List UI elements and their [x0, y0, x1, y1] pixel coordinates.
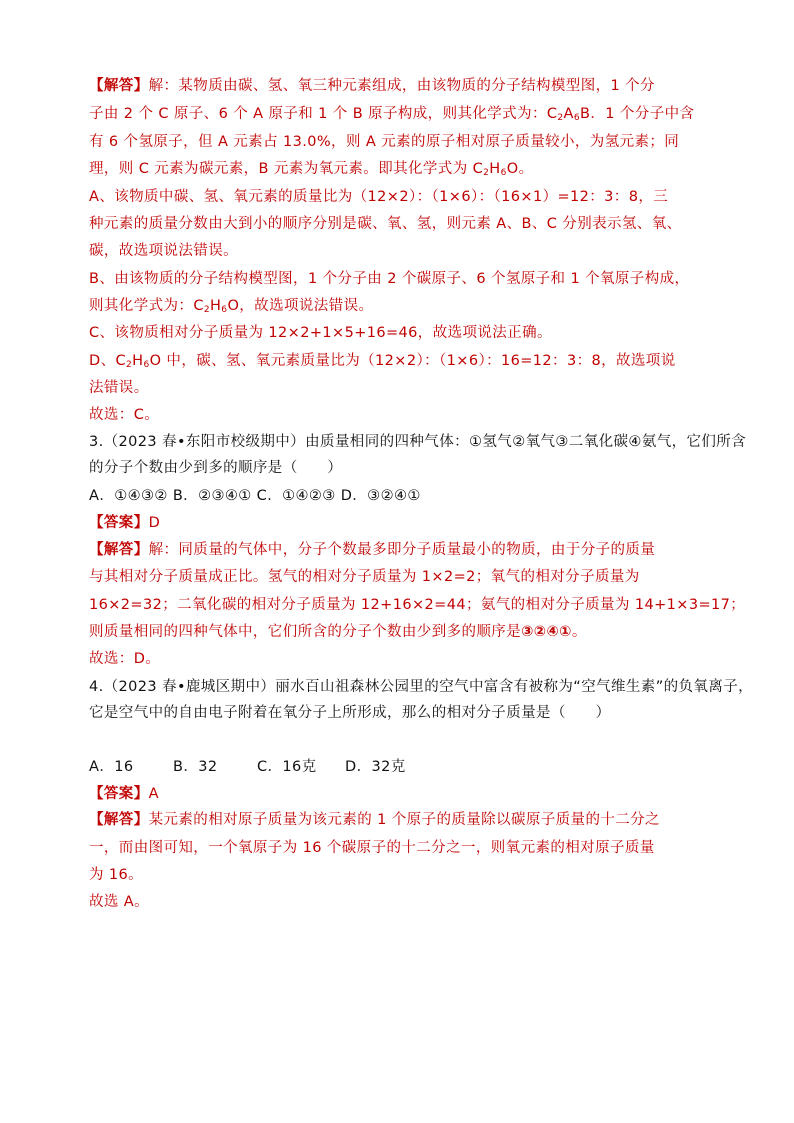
- q3-answer: 【答案】D: [89, 515, 161, 531]
- q3-analysis-tag: 【解答】: [89, 542, 149, 558]
- q2-option-d-line-2: 法错误。: [89, 380, 149, 396]
- q2-option-a-line-3: 碳，故选项说法错误。: [89, 243, 238, 259]
- q2-option-a-line-1: A、该物质中碳、氢、氧元素的质量比为（12×2）：（1×6）：（16×1）=12：3：8，三: [89, 189, 669, 205]
- q3-analysis-line-4: 则质量相同的四种气体中，它们所含的分子个数由少到多的顺序是③②④①。: [89, 624, 587, 640]
- q4-option-d: D．32克: [345, 759, 406, 775]
- formula-c2h6o-b: $C_2H_6O$: [193, 298, 240, 315]
- q4-option-b: B．32: [173, 759, 218, 775]
- q4-options: [89, 757, 719, 777]
- q4-stem-line-1: 4.（2023 春•鹿城区期中）丽水百山祖森林公园里的空气中富含有被称为“空气维生素”的负氧离子，: [89, 679, 754, 695]
- q4-conclusion: 故选 A。: [89, 894, 150, 910]
- q4-analysis-line-3: 为 16。: [89, 867, 144, 883]
- q3-stem-line-2: 的分子个数由少到多的顺序是（ ）: [89, 460, 343, 476]
- q4-analysis-line-2: 一，而由图可知，一个氧原子为 16 个碳原子的十二分之一，则氧元素的相对原子质量: [89, 840, 655, 856]
- q4-answer-tag: 【答案】: [89, 786, 149, 802]
- q3-answer-tag: 【答案】: [89, 515, 149, 531]
- q2-analysis-line-2: 子由 2 个 C 原子、6 个 A 原子和 1 个 B 原子构成，则其化学式为：$C_2A_6B$．1 个分子中含: [89, 106, 695, 123]
- q4-analysis-line-1: 【解答】某元素的相对原子质量为该元素的 1 个原子的质量除以碳原子质量的十二分之: [89, 812, 660, 828]
- q4-answer: 【答案】A: [89, 786, 159, 802]
- q2-option-b-line-1: B、由该物质的分子结构模型图，1 个分子由 2 个碳原子、6 个氢原子和 1 个氧原子构成，: [89, 271, 690, 287]
- q3-options: A．①④③② B．②③④① C．①④②③ D．③②④①: [89, 488, 421, 504]
- q2-option-c-line: C、该物质相对分子质量为 12×2+1×5+16=46，故选项说法正确。: [89, 325, 552, 341]
- q2-analysis-tag: 【解答】: [89, 78, 149, 94]
- q2-option-b-line-2: 则其化学式为：$C_2H_6O$，故选项说法错误。: [89, 298, 374, 315]
- q2-analysis-line-4: 理，则 C 元素为碳元素，B 元素为氧元素。即其化学式为 $C_2H_6O$。: [89, 161, 534, 178]
- q2-option-a-line-2: 种元素的质量分数由大到小的顺序分别是碳、氧、氢，则元素 A、B、C 分别表示氢、氧、: [89, 216, 682, 232]
- q4-stem-line-2: 它是空气中的自由电子附着在氧分子上所形成，那么的相对分子质量是（ ）: [89, 705, 611, 721]
- formula-c2h6o-d: $C_2H_6O$: [115, 353, 162, 370]
- q2-conclusion: 故选：C。: [89, 407, 160, 423]
- q4-analysis-tag: 【解答】: [89, 812, 149, 828]
- q3-analysis-line-3: 16×2=32；二氧化碳的相对分子质量为 12+16×2=44；氨气的相对分子质量为 14+1×3=17；: [89, 597, 746, 613]
- q3-analysis-line-1: 【解答】解：同质量的气体中，分子个数最多即分子质量最小的物质，由于分子的质量: [89, 542, 656, 558]
- q3-analysis-line-2: 与其相对分子质量成正比。氢气的相对分子质量为 1×2=2；氧气的相对分子质量为: [89, 569, 640, 585]
- formula-c2h6o: $C_2H_6O$: [472, 161, 519, 178]
- q4-option-a: A．16: [89, 759, 134, 775]
- formula-c2a6b: $C_2A_6B$: [546, 106, 591, 123]
- q3-stem-line-1: 3.（2023 春•东阳市校级期中）由质量相同的四种气体：①氢气②氧气③二氧化碳④氨气，它们所含: [89, 434, 747, 450]
- q2-analysis-line-3: 有 6 个氢原子，但 A 元素占 13.0%，则 A 元素的原子相对原子质量较小，为氢元素；同: [89, 134, 680, 150]
- q4-option-c: C．16克: [257, 759, 317, 775]
- q3-conclusion: 故选：D。: [89, 651, 161, 667]
- q2-option-d-line-1: D、$C_2H_6O$ 中，碳、氢、氧元素质量比为（12×2）：（1×6）：16=12：3：8，故选项说: [89, 353, 676, 370]
- q2-analysis-line-1: 【解答】解：某物质由碳、氢、氧三种元素组成，由该物质的分子结构模型图，1 个分: [89, 78, 655, 94]
- q3-order: ③②④①: [521, 624, 572, 640]
